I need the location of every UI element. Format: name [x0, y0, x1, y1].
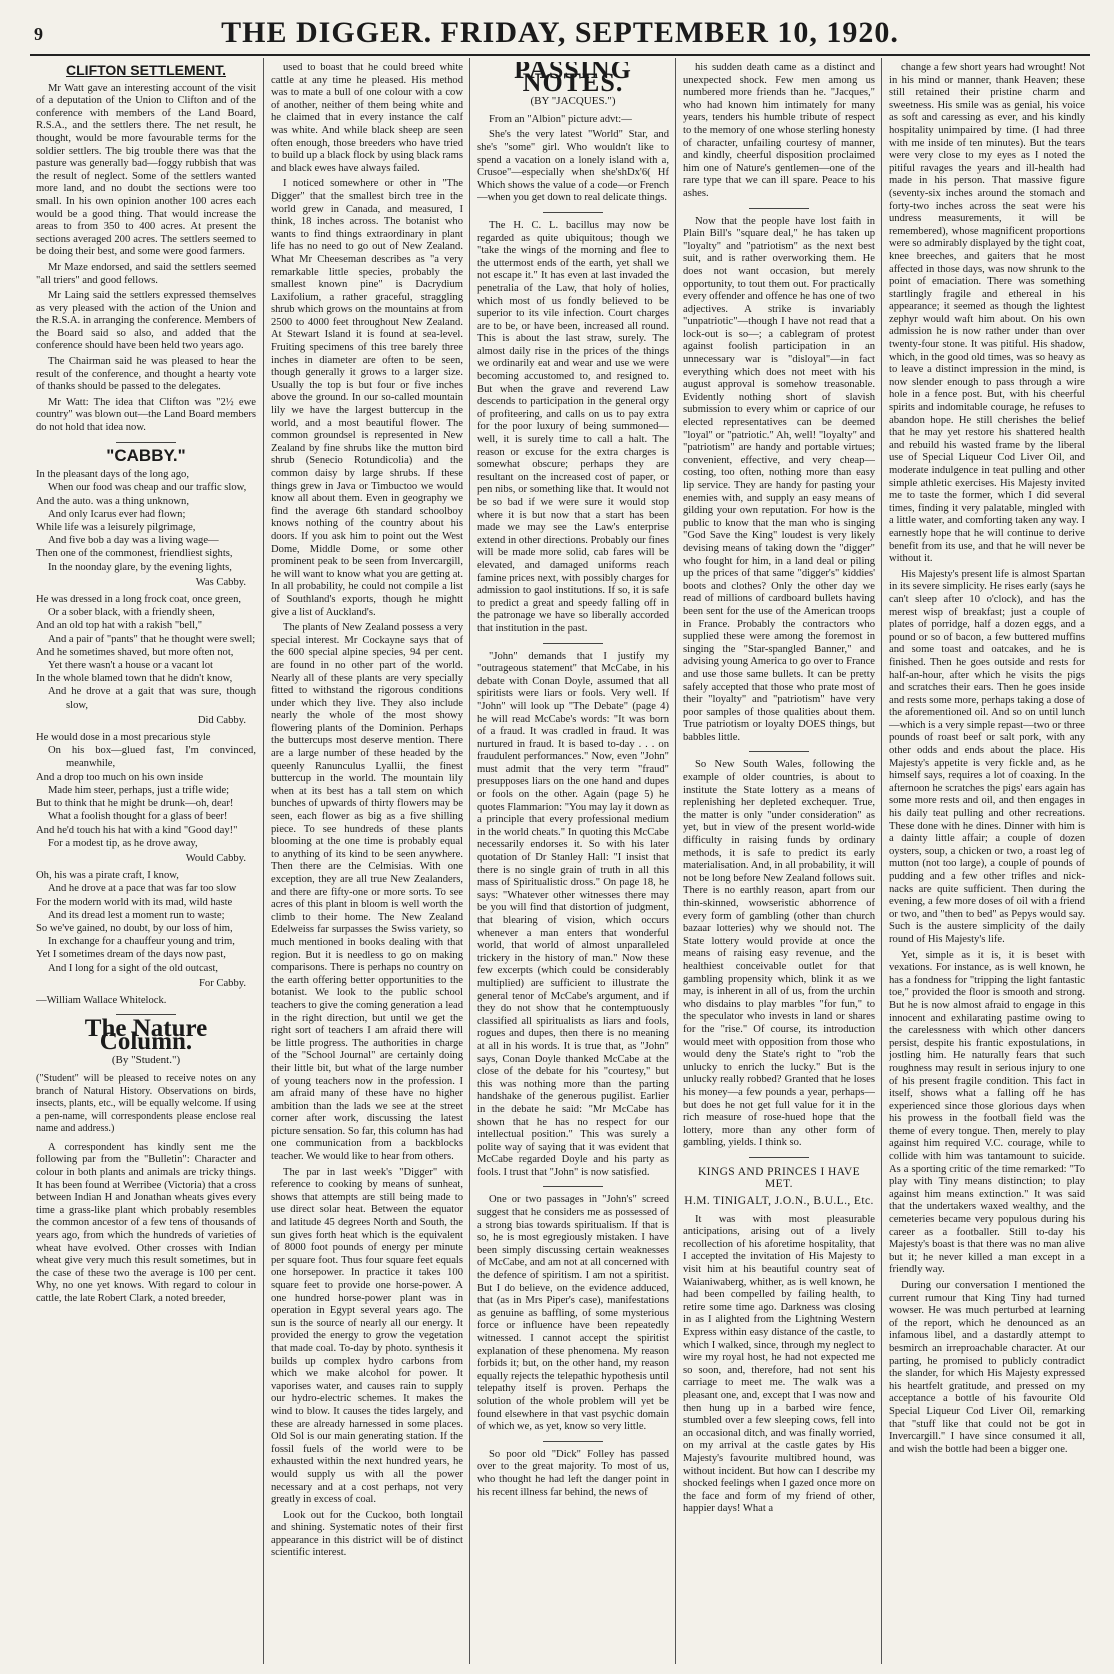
poem-line: And he drove at a gait that was sure, though slow, — [48, 686, 256, 711]
poem-line: When our food was cheap and our traffic slow, — [48, 482, 247, 494]
poem-line: And its dread lest a moment run to waste; — [48, 909, 225, 921]
poem-line: In the noonday glare, by the evening lights, — [48, 561, 232, 573]
poem-line: Yet there wasn't a house or a vacant lot — [48, 660, 213, 672]
passing-notes-byline: (BY "JACQUES.") — [530, 95, 616, 108]
poem-line: He would dose in a most precarious style — [36, 732, 211, 744]
article-paragraph: One or two passages in "John's" screed suggest that he considers me as possessed of a strong bias towards spiritualism. If that is so, he is most egregiously mistaken. I have been simply discussing certain weaknesses of McCabe, and am not at all concerned with the defence of spiritism. I am not a spiritist. But I do believe, on the evidence adduced, that (as in Mrs Piper's case), manifestations as genuine as baffling, of some mysterious force or influence have been repeatedly witnessed. I cannot accept the spiritist explanation of these phenomena. My reason forbids it; but, on the other hand, my reason equally rejects the telepathic hypothesis until telepathy itself is proven. Perhaps the solution of the whole problem will yet be found elsewhere in that vast psychic domain of which we, as yet, know so very little. — [477, 1194, 669, 1433]
column-4 — [683, 62, 875, 1664]
poem-line: For the modern world with its mad, wild haste — [36, 896, 233, 908]
column-1 — [36, 62, 256, 1664]
page-number: 9 — [34, 24, 43, 44]
poem-line: Yet I sometimes dream of the days now past, — [36, 949, 226, 961]
poem-line: In the whole blamed town that he didn't know, — [36, 673, 233, 685]
article-paragraph: During our conversation I mentioned the current rumour that King Tiny had turned wowser. He was much perturbed at learning of the report, which he denounced as an infamous libel, and a dastardly attempt to besmirch an irreproachable character. At our parting, he promised to publicly contradict the slander, for which His Majesty expressed his heartfelt gratitude, and pressed on my acceptance a bottle of his favourite Old Special Liqueur Cod Liver Oil, remarking that "stuff like that could not be got in Invercargill." I have since consumed it all, and wish the bottle had been a bigger one. — [889, 1280, 1085, 1455]
poem-line: For a modest tip, as he drove away, — [48, 837, 198, 849]
article-paragraph: I noticed somewhere or other in "The Digger" that the smallest birch tree in the world grew in Canada, and measured, I think, 18 inches across. The botanist who wants to find things extraordinary in plant life has no need to go out of New Zealand. What Mr Cheeseman describes as "a very remarkable little species, probably the smallest known pine" is Dacrydium Laxifolium, a rather graceful, straggling shrub which grows on the mountains at from 2500 to 4000 feet throughout New Zealand. At Stewart Island it is found at sea-level. Fruiting specimens of this tree barely three inches in diameter are often to be seen, though generally it grows to a larger size. Usually the top is but four or five inches above the ground. In our so-called mountain lily we have the largest buttercup in the world, and a most beautiful flower. The common groundsel is represented in New Zealand by fine shrubs like the mutton bird shrub (Senecio Rotundicolia) and the common daisy by large shrubs. If these things grew in Java or Timbuctoo we would know all about them. Even in geography we find the average 6th standard schoolboy knows nothing of the country about his doors. If you ask him to point out the West Dome, Middle Dome, or some other prominent peak to be seen from Invercargill, he will want to know what you are getting at. In all probability, he could not compile a list of Southland's exports, though he mightt give a list of Auckland's. — [271, 178, 463, 618]
article-paragraph: The par in last week's "Digger" with reference to cooking by means of sunheat, shows that attempts are still being made to use direct solar heat. Between the equator and latitude 45 degrees North and South, the sun gives forth heat which is the equivalent of 8000 foot pounds of energy per minute per square foot. Thus four square feet equals one horsepower. In practice it takes 100 square feet to provide one horse-power. A one hundred horse-power plant was in operation in Egypt several years ago. The sun is the source of nearly all our energy. It provided the energy to grow the vegetation that made coal. To-day by photo. synthesis it builds up complex hydro carbons from which we make alcohol for power. It vaporises water, and causes rain to supply our hydro-electric schemes. It makes the wind to blow. It causes the tides largely, and these are already harnessed in some places. Old Sol is our main generating station. If the fossil fuels of the world were to be exhausted within the next hundred years, he would supply us with all the power necessary and at a cost perhaps, not very greatly in excess of coal. — [271, 1166, 463, 1506]
cabby-heading: "CABBY." — [106, 445, 186, 465]
article-paragraph: From an "Albion" picture advt:— — [489, 113, 632, 125]
poem-line: Made him steer, perhaps, just a trifle wide; — [48, 784, 230, 796]
poem-line: Or a sober black, with a friendly sheen, — [48, 607, 215, 619]
masthead — [30, 14, 1090, 56]
article-paragraph: Mr Maze endorsed, and said the settlers seemed "all triers" and good fellows. — [36, 261, 256, 286]
column-rule — [263, 58, 264, 1664]
article-paragraph: Mr Watt gave an interesting account of the visit of a deputation of the Union to Clifton and of the conference with members of the Land Board, R.S.A., and the settlers there. The net result, he thought, would be more favourable terms for the soldier settlers. The big trouble there was that the pasture was generally bad—foggy rubbish that was the result of neglect. Some of the settlers wanted more land, and no doubt the sections were too small. In his own opinion another 100 acres each would be a good thing. That would increase the areas to from 350 to 400 acres. At present the sections averaged 200 acres. The settlers seemed to be doing their best, and some were good farmers. — [36, 82, 256, 258]
section-divider — [749, 1157, 809, 1158]
poem-refrain: For Cabby. — [199, 977, 246, 989]
clifton-article — [36, 83, 256, 435]
column-2 — [271, 62, 463, 1664]
section-divider — [543, 1186, 603, 1187]
poem-line: On his box—glued fast, I'm convinced, meanwhile, — [48, 745, 256, 770]
poem-line: And he'd touch his hat with a kind "Good day!" — [36, 824, 238, 836]
kings-byline: H.M. TINIGALT, J.O.N., B.U.L., Etc. — [684, 1195, 874, 1208]
poem-line: And an old top hat with a rakish "bell," — [36, 620, 203, 632]
article-paragraph: So New South Wales, following the example of older countries, is about to institute the State lottery as a means of replenishing her depleted exchequer. True, the matter is only "under consideration" as yet, but in view of the present world-wide difficulty in raising funds by ordinary methods, it is safe to predict its early materialisation. And, in all probability, it will not be long before New Zealand follows suit. There is no earthly reason, apart from our thin-skinned, wowseristic abhorrence of every form of gambling (other than church bazaar lotteries) why we should not. The State lottery would provide at once the means of raising easy revenue, and the healthiest conceivable outlet for that gambling propensity which, blink it as we may, is inherent in all of us, from the urchin who disdains to play marbles "for fun," to the speculator who invests in land or shares for the "rise." Of course, its introduction would meet with opposition from those who would deny the State's right to "rob the unlucky to enrich the lucky." But is the unlucky really robbed? Granted that he loses his money—a few pounds a year, perhaps—but does he not get full value for it in the rich measure of rose-hued hope that the lottery, more than any other form of gambling, yields. I think so. — [683, 759, 875, 1149]
poem-line: But to think that he might be drunk—oh, dear! — [36, 798, 234, 810]
article-paragraph: Mr Laing said the settlers expressed themselves as very pleased with the action of the Union and the R.S.A. in arranging the conference. Members of the Board said so also, and added that the conference should have been held two years ago. — [36, 290, 256, 352]
clifton-heading: CLIFTON SETTLEMENT. — [66, 62, 226, 78]
poem-author: —William Wallace Whitelock. — [36, 994, 167, 1006]
column-3 — [477, 62, 669, 1664]
article-paragraph: A correspondent has kindly sent me the following par from the "Bulletin": Character and colour in both plants and animals are tricky things. It has been found at Werribee (Victoria) that a cross between Indian H and Jonathan wheats gives every time a grass-like plant which probably resembles the common ancestor of a few tens of thousands of years ago, from which the hundreds of varieties of wheat have evolved. Other crosses with Indian wheat give very much this result sometimes, but in the case of these two the average is 100 per cent. Why, no one yet knows. With regard to colour in cattle, the late Robert Clark, a noted breeder, — [36, 1141, 256, 1305]
column-rule — [881, 58, 882, 1664]
poem-line: And only Icarus ever had flown; — [48, 508, 186, 520]
article-paragraph: Now that the people have lost faith in Plain Bill's "square deal," he has taken up "loyalty" and "patriotism" as the next best suit, and is rather overworking them. He does not want occasion, but merely opportunity, to tout them out. For practically every offender and offence he has one of two adjectives. A strike is invariably "unpatriotic"—though I have not read that a lock-out is so—; a cablegram of protest against foolish participation in an unnecessary war is "disloyal"—in fact everything which does not meet with his august approval is somehow treasonable. Evidently nothing short of slavish submission to every whim or caprice of our elected representatives can be deemed "loyal" or "patriotic." Ah, well! "loyalty" and "patriotism" are handy and portable virtues; convenient, effective, and very cheap—costing, too often, nothing more than easy lip service. They are handy for pasting your enemies with, and supply an easy means of gilding your own reputation. For how is the public to know that the man who is singing "God Save the King" loudest is very likely devising means of taking down the "digger" who fought for him, in a land deal or piling up the prices of that same "digger's" kiddies' boots and clothes? Only the other day we read of millions of cardboard bullets having been sent for the use of the American troops in France. Probably the contractors who supplied these were among the foremost in singing the "Star-spangled Banner," and advising young America to go over to France and use those same bullets. It can be pretty safely accepted that those who prate most of their "loyalty" and "patriotism" have very poor samples of those qualities about them. True patriotism or loyalty DOES things, but babbles little. — [683, 215, 875, 743]
section-divider — [749, 208, 809, 209]
poem-line: Then one of the commonest, friendliest sights, — [36, 548, 233, 560]
article-paragraph: She's the very latest "World" Star, and she's "some" girl. Who wouldn't like to spend a vacation on a lonely island with a, Crusoe"—especially when she'shDx'6( Hf Which shows the value of a code—or French—when you get down to real delicate things. — [477, 129, 669, 204]
poem-line: In exchange for a chauffeur young and trim, — [48, 936, 235, 948]
kings-heading: KINGS AND PRINCES I HAVE MET. — [697, 1165, 861, 1191]
passing-notes-heading: PASSING NOTES. — [514, 62, 632, 97]
section-divider — [543, 1441, 603, 1442]
article-paragraph: his sudden death came as a distinct and unexpected shock. Few men among us numbered more friends than he. "Jacques," who had known him intimately for many years, tenders his humble tribute of respect to the memory of one whose sterling honesty of character, unfailing courtesy of manner, and kindly, cheerful disposition proclaimed him one of Nature's gentlemen—one of the rare type that we can ill spare. Peace to his ashes. — [683, 62, 875, 199]
article-paragraph: It was with most pleasurable anticipations, arising out of a lively recollection of his aforetime hospitality, that I accepted the invitation of His Majesty to visit him at his beautiful country seat of Waianiwaberg, whither, as is well known, he had been compelled by failing health, to retire some time ago. Darkness was closing in as I alighted from the Lightning Western Express within easy distance of the castle, to which I walked, since, through my neglect to wire my royal host, he had not expected me so soon, and, therefore, had not sent his carriage to meet me. The walk was a pleasant one, and, except that I was now and then hung up in a barbed wire fence, stumbled over a few sleeping cows, fell into an occasional ditch, and was finally worried, on my arrival at the castle gates by His Majesty's favourite multibred hound, was without incident. But how can I describe my shocked feelings when I gazed once more on the face and form of my friend of other, happier days! What a — [683, 1213, 875, 1515]
poem-line: And I long for a sight of the old outcast, — [48, 962, 219, 974]
poem-line: What a foolish thought for a glass of beer! — [48, 811, 228, 823]
article-paragraph: used to boast that he could breed white cattle at any time he pleased. His method was to mate a bull of one colour with a cow of another, neither of them being white and he claimed that in every instance the calf was white. And while black sheep are seen often enough, those breeders who have tried to build up a black flock by using black rams and black ewes have always failed. — [271, 62, 463, 174]
article-paragraph: The plants of New Zealand possess a very special interest. Mr Cockayne says that of the 600 special alpine species, 94 per cent. are found in no other part of the world. Nearly all of these plants are very specially fitted to withstand the rigorous conditions under which they live. They also include nearly the whole of the most showy flowering plants of the Dominion. Perhaps the buttercups most deserve mention. There are a large number of these headed by the queenly Ranunculus Lyallii, the finest buttercup in the world. The mountain lily when at its best has a tall stem on which bunches of upwards of thirty flowers may be seen, each flower as big as a five shilling piece. To see hundreds of these plants blooming at the one time is probably equal to anything of its kind to be seen anywhere. Then there are the Celmisias. With one exception, they are all true New Zealanders, and there are fifty-one or more sorts. To see acres of this plant in bloom is well worth the climb to their home. The New Zealand Edelweiss far surpasses the Swiss variety, so much mentioned in books dealing with that region. But it is needless to go on making comparisons. There is perhaps no country on the earth offering better opportunities to the botanist. We look to the public school teachers to give the coming generation a lead in the right direction, but until we get the right sort of teachers I am afraid there will be little progress. The authorities in charge of the "School Journal" are certainly doing their little bit, but what of the large number of young teachers now in the profession. I am afraid many of these have no higher ambition than the lads we see at the street corner after work, discussing the latest picture sensation. So far, this column has had one communication from a backblocks teacher. We would like to hear from others. — [271, 622, 463, 1163]
poem-line: In the pleasant days of the long ago, — [36, 469, 189, 481]
nature-byline: (By "Student.") — [111, 1054, 181, 1067]
column-rule — [675, 58, 676, 1664]
nature-note: ("Student" will be pleased to receive notes on any branch of Natural History. Observations on birds, insects, plants, etc., will be equally welcome. If using a pen-name, will correspondents please enclose real name and address.) — [36, 1072, 256, 1135]
masthead-title: THE DIGGER. FRIDAY, SEPTEMBER 10, 1920. — [221, 16, 899, 49]
poem-line: And a drop too much on his own inside — [36, 771, 204, 783]
column-rule — [469, 58, 470, 1664]
poem-line: And the auto. was a thing unknown, — [36, 495, 189, 507]
cabby-poem — [36, 468, 256, 1007]
poem-line: And a pair of "pants" that he thought were swell; — [48, 633, 256, 645]
article-paragraph: The Chairman said he was pleased to hear the result of the conference, and thought a hearty vote of thanks should be passed to the delegates. — [36, 356, 256, 393]
poem-line: And five bob a day was a living wage— — [48, 535, 219, 547]
article-paragraph: change a few short years had wrought! Not in his mind or manner, thank Heaven; these still retained their pristine charm and sweetness. His smile was as genial, his voice as soft and caressing as ever, and his kindly hospitality unimpaired by time. (I had three with me inside of ten minutes). But the tears were very close to my eyes as I noted the pitiful ravages the years and ill-health had made in his person. That massive figure (seventy-six inches around the stomach and forty-two inches across the seat were his undress measurements, it will be remembered), whose magnificent proportions were so admirably displayed by the tight coat, knee breeches, and gaiters that he most affected in those days, was now shrunk to the point of emaciation. There was something startlingly fragile and ethereal in his appearance; it seemed as though the lightest zephyr would waft him about. On his own admission he is now rather under than over twenty-four stone. It was pitiful. His shadow, which, in the good old times, was so heavy as to leave a distinct impression in the mind, is now slender enough to pass through a wire hole in a fence post. But, with his cheerful spirits and indomitable courage, he refuses to abandon hope. He still cherishes the belief that he may yet restore his shattered health and rebuild his wasted frame by the liberal use of Special Liqueur Cod Liver Oil, and moderate indulgence in teat pulling and other simple athletic exercises. His Majesty invited me to taste the former, which I did several times, finding it very palatable, mingled with a little water, and comforting taken any way. I earnestly hope that he will continue to derive benefit from its use, and that he will never be without it. — [889, 62, 1085, 565]
article-paragraph: His Majesty's present life is almost Spartan in its severe simplicity. He rises early (says he can't sleep after 10 o'clock), and has the merest wisp of breakfast; just a couple of plates of porridge, half a dozen eggs, and a pound or so of bacon, a few buttered muffins and some toast and oatcakes, and he is finished. Then he goes outside and rests for half-an-hour, after which he visits the pigs and scratches their ears. Then he goes inside and rests some more, perhaps taking a dose of the aforementioned oil. And so on until lunch—which is a very simple repast—two or three pounds of roast beef or salt pork, with any other odds and ends about the place. His Majesty's appetite is very fickle and, as he himself says, requires a lot of coaxing. In the afternoon he scratches the pigs' ears again has some more rests and oil, and then engages in his daily teat pulling and other recreations. These done with he dines. Dinner with him is a dainty little affair; a couple of dozen oysters, soup, a chicken or two, a roast leg of mutton (not too large), a couple of pounds of pudding and a few other trifles and nick-nacks are quite sufficient. Then during the evening, a few more doses of oil with a friend or two, and "then to bed" as Pepys would say. Such is the austere simplicity of the daily round of His Majesty's life. — [889, 568, 1085, 945]
poem-refrain: Was Cabby. — [195, 576, 246, 588]
poem-line: While life was a leisurely pilgrimage, — [36, 522, 196, 534]
poem-line: He was dressed in a long frock coat, once green, — [36, 594, 242, 606]
poem-refrain: Would Cabby. — [185, 852, 246, 864]
article-paragraph: Mr Watt: The idea that Clifton was "2½ ewe country" was blown out—the Land Board members do not hold that idea now. — [36, 396, 256, 434]
poem-line: And he drove at a pace that was far too slow — [48, 883, 237, 895]
section-divider — [116, 442, 176, 443]
article-paragraph: "John" demands that I justify my "outrageous statement" that McCabe, in his debate with Conan Doyle, assumed that all spiritists were liars or fools. Very well. If "John" will look up "The Debate" (page 4) he will read McCabe's words: "It was born of a fraud. It was cradled in fraud. It was nurtured in fraud. It is based to-day . . . on fraudulent performances." Now, even "John" must admit that the very term "fraud" presupposes liars on the one hand and dupes or fools on the other. Again (page 5) he quotes Flammarion: "You may lay it down as a principle that every professional medium in the world cheats." In quoting this McCabe necessarily endorses it. So with his later quotation of Dr Stanley Hall: "I insist that there is no single grain of truth in all this mass of Spiritualistic dross." On page 18, he says: "Whatever other witnesses there may be you will find that distortion of judgment, that blearing of vision, which occurs whenever a man enters that wonderful world, that world of almost unparalleled trickery in the history of man." Now these few excerpts (which could be considerably multiplied) are sufficient to illustrate the general tenor of McCabe's argument, and if they do not show that he contemptuously classified all spiritualists as liars and fools, rogues and dupes, then there is no meaning at all in his words. It is true that, as "John" says, Conan Doyle thanked McCabe at the close of the debate for his "courtesy," but this was nothing more than the parting handshake of the generous pugilist. Earlier in the debate he said: "Mr McCabe has shown that he has no respect for our intellectual position." This was surely a polite way of saying that it was evident that McCabe regarded Doyle and his party as fools. I trust that "John" is now satisfied. — [477, 650, 669, 1178]
article-paragraph: Yet, simple as it is, it is beset with vexations. For instance, as is well known, he has a fondness for "tripping the light fantastic toe," provided the floor is smooth and strong. But he is now almost afraid to engage in this innocent and exhilarating pastime owing to the carelessness with which other dancers persist, despite his frantic expostulations, in jostling him. He naturally fears that such roughness may result in serious injury to one of his present fragile condition. This fact in itself, shows what a falling off he has experienced since those glorious days when his prowess in the football field was the theme of every tongue. Then, merely to play against him required V.C. courage, while to collide with him was tantamount to suicide. As a sporting critic of the time remarked: "To play with Tiny means distinction; to play against him means extinction." It was said that the undertakers waxed wealthy, and the cemeteries became very populous during his career as a footballer. Still to-day his Majesty's boast is that there was no man alive but it; he never killed a man except in a friendly way. — [889, 949, 1085, 1276]
poem-line: Oh, his was a pirate craft, I know, — [36, 870, 179, 882]
poem-refrain: Did Cabby. — [197, 714, 246, 726]
column-5 — [889, 62, 1085, 1664]
section-divider — [543, 212, 603, 213]
article-paragraph: Look out for the Cuckoo, both longtail and shining. Systematic notes of their first appearance in this district will be of distinct scientific interest. — [271, 1509, 463, 1559]
nature-heading: The Nature Column. — [84, 1015, 208, 1055]
section-divider — [749, 751, 809, 752]
article-paragraph: The H. C. L. bacillus may now be regarded as quite ubiquitous; though we "take the wings of the morning and flee to the uttermost ends of the earth, yet shall we not escape it." It has even at last invaded the penetralia of the Law, that holy of holies, which most of us fondly believed to be superior to its vile infection. Court charges are to be, or have been, increased all round. This is about the last straw, surely. The almost daily rise in the prices of the things we ordinarily eat and wear and use we were becoming accustomed to, and resigned to. But when the grave and reverend Law descends to participation in the general orgy of profiteering, and calls on us to pay extra for the poor luxury of being summoned—well, it is surely time to call a halt. The reason or excuse for the extra charges is somewhat obscure; perhaps they are resultant on the increased cost of paper, or pen nibs, or something like that. It would not be so bad if we were sure it would stop where it is but now that a start has been made we may see the Law's enterprise extend in other directions. Probably our fines will be made more solid, cab fares will be elevated, and damaged uniforms reach famine prices next, with possibly charges for admission to gaol institutions. If so, it is safe to predict a great and speedy falling off in the patronage we have so liberally accorded that institution in the past. — [477, 219, 669, 634]
poem-line: So we've gained, no doubt, by our loss of him, — [36, 922, 233, 934]
article-paragraph: So poor old "Dick" Folley has passed over to the great majority. To most of us, who thought he had left the danger point in his recent illness far behind, the news of — [477, 1448, 669, 1498]
poem-line: And he sometimes shaved, but more often not, — [36, 646, 234, 658]
section-divider — [543, 643, 603, 644]
